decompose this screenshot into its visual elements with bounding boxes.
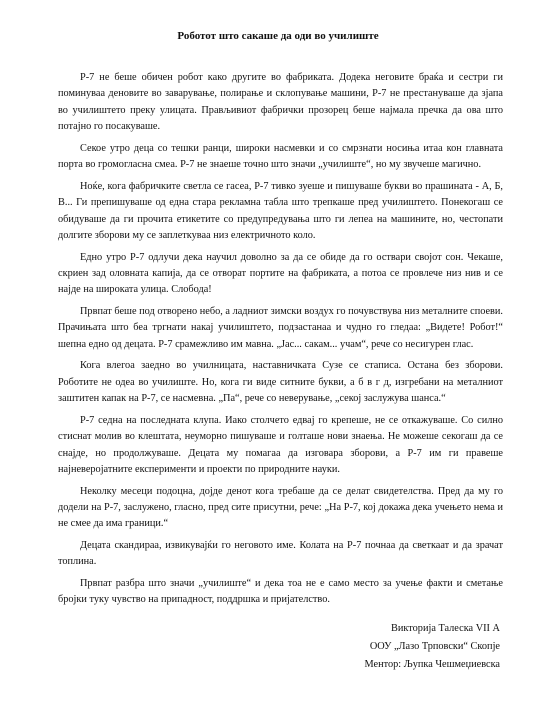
paragraph: Едно утро Р-7 одлучи дека научил доволно за да се обиде да го оствари својот сон. Чекаше, скриен зад оловната капија, да се отворат портите на фабриката, а потоа се провлече низ нив и се најде на широката улица. Слобода! bbox=[58, 251, 503, 296]
mentor-line: Ментор: Љупка Чешмеџиевска bbox=[364, 659, 500, 670]
paragraph: Секое утро деца со тешки ранци, широки насмевки и со смрзнати носиња итаа кон главната порта во громогласна смеа. Р-7 не знаеше точно што значи „училиште“, но му звучеше магично. bbox=[58, 142, 503, 171]
paragraph: Кога влегоа заедно во училницата, наставничката Сузе се стаписа. Остана без зборови. Роботите не одеа во училиште. Но, кога ги виде ситните букви, а б в г д, изгребани на металниот заштитен капак на Р-7, се насмевна. „Па“, рече со неверување, „секој заслужува шанса.“ bbox=[58, 360, 503, 405]
story-body bbox=[58, 70, 503, 614]
paragraph: Првпат беше под отворено небо, а ладниот зимски воздух го почувствува низ металните споеви. Прачињата што беа тргнати накај училиштето, подзастанаа и чудно го гледаа: „Видете! Робот!“ шепна едно од децата. Р-7 срамежливо им мавна. „Јас... сакам... учам“, рече со несигурен глас. bbox=[58, 306, 503, 350]
paragraph: Првпат разбра што значи „училиште“ и дека тоа не е само место за учење факти и сметање бројки туку чувство на припадност, поддршка и пријателство. bbox=[58, 578, 503, 606]
paragraph: Р-7 не беше обичен робот како другите во фабриката. Додека неговите браќа и сестри ги поминуваа деновите во заварување, полирање и склопување машини, Р-7 не престануваше да зјапа во училиштето преку улицата. Прављивиот фабрички прозорец беше најмала пречка да ова што потајно го посакуваше. bbox=[58, 72, 503, 133]
paragraph: Децата скандираа, извикувајќи го неговото име. Колата на Р-7 почнаа да светкаат и да зрачат топлина. bbox=[58, 540, 503, 568]
author-line: Викторија Талеска VII А bbox=[391, 623, 500, 634]
document-title: Роботот што сакаше да оди во училиште bbox=[177, 30, 379, 42]
signature-block bbox=[365, 620, 500, 674]
paragraph: Ноќе, кога фабричките светла се гасеа, Р-7 тивко зуеше и пишуваше букви во прашината - А, Б, В... Ги препишуваше од една стара рекламна табла што трепкаше пред училиштето. Понекогаш се обидуваше да ги прочита етикетите со предупредувања што ги лепеа на машините, но, честопати долгите зборови му се заплеткуваа низ електричното коло. bbox=[58, 180, 503, 242]
paragraph: Неколку месеци подоцна, дојде денот кога требаше да се делат свидетелства. Пред да му го додели на Р-7, заслужено, гласно, пред сите присутни, рече: „На Р-7, кој докажа дека учењето нема и не смее да има граници.“ bbox=[58, 485, 503, 530]
school-line: ООУ „Лазо Трповски“ Скопје bbox=[369, 641, 500, 652]
paragraph: Р-7 седна на последната клупа. Иако столчето едвај го крепеше, не се откажуваше. Со силно стиснат молив во клештата, неуморно пишуваше и голташе нови знаења. Не можеше секогаш да се снајде, но продолжуваше. Децата му помагаа да изговара зборови, а Р-7 им ги правеше најневеројатните експерименти и проекти по природните науки. bbox=[58, 414, 503, 476]
